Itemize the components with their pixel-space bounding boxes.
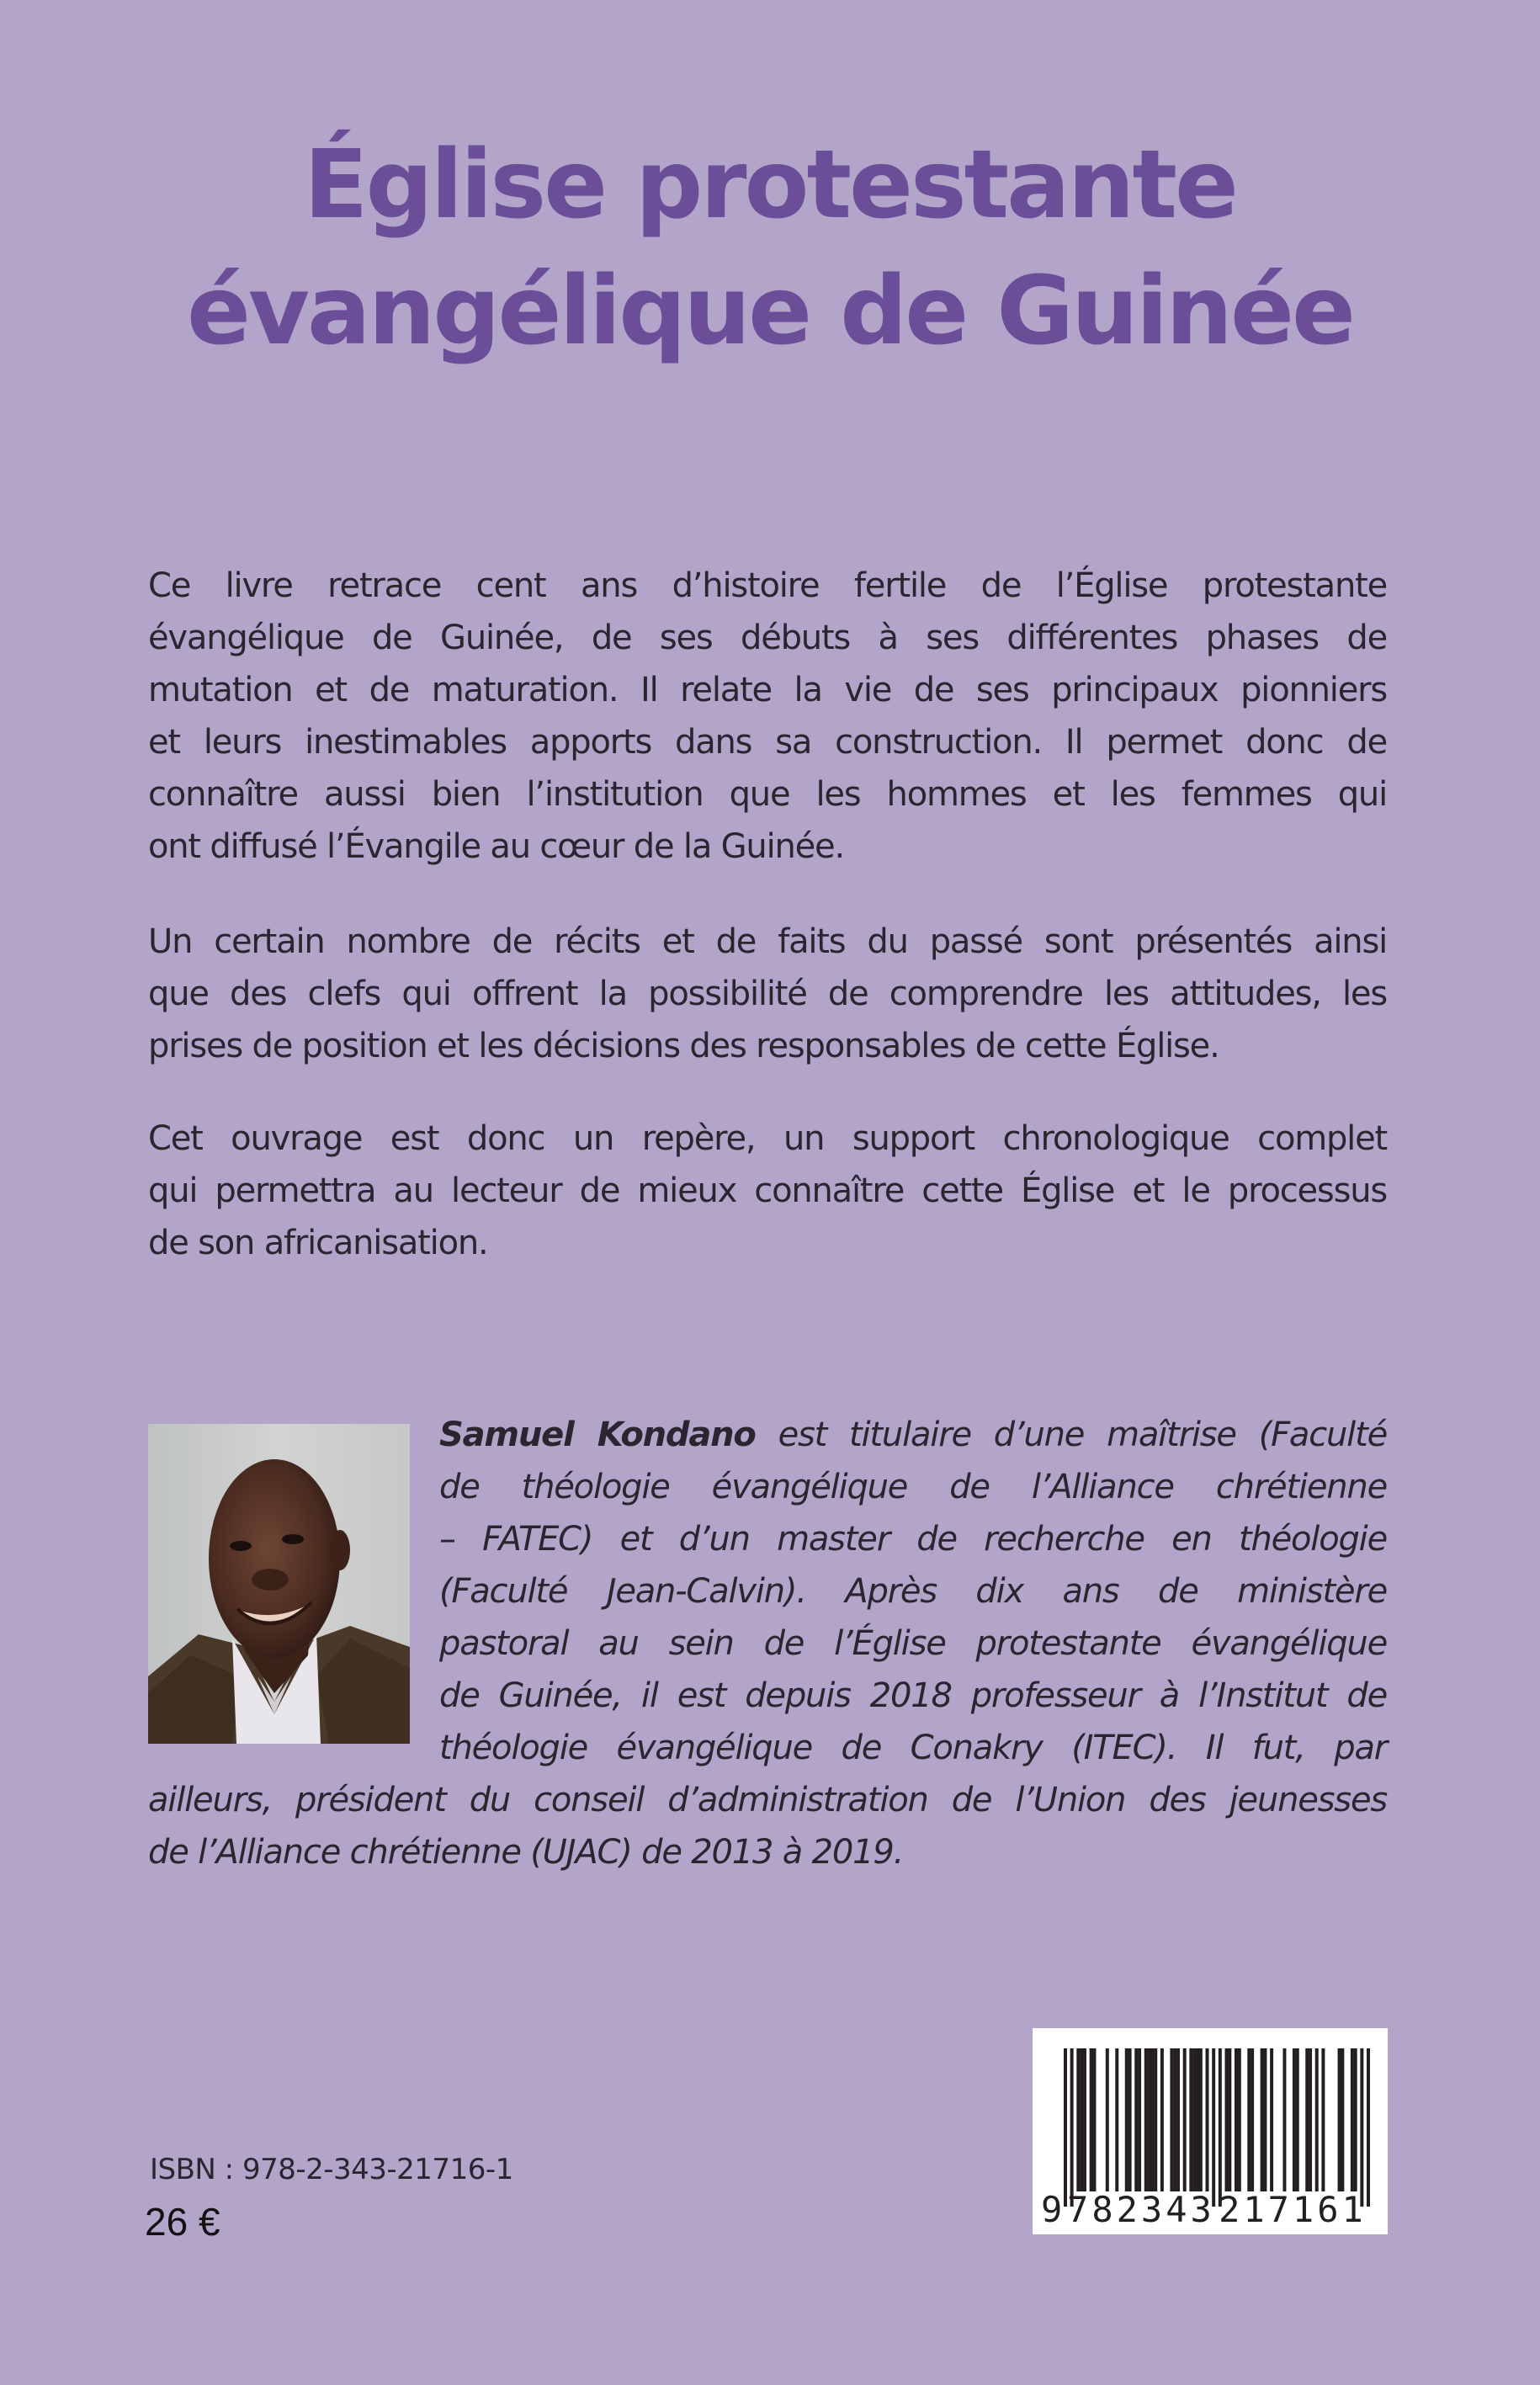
bio-line (439, 1409, 1387, 1461)
ean13-barcode (1033, 2028, 1388, 2234)
summary-line: Cet ouvrage est donc un repère, un support chronologique complet (148, 1119, 1387, 1158)
portrait-illustration (148, 1424, 410, 1744)
summary-line: de son africanisation. (148, 1224, 488, 1262)
summary-line: connaître aussi bien l’institution que les hommes et les femmes qui (148, 775, 1387, 814)
barcode-icon (1033, 2028, 1388, 2234)
book-title-line-2: évangélique de Guinée (187, 257, 1353, 366)
summary-line: que des clefs qui offrent la possibilité de comprendre les attitudes, les (148, 975, 1387, 1013)
bio-line: ailleurs, président du conseil d’administration de l’Union des jeunesses (148, 1781, 1387, 1819)
summary-line: Un certain nombre de récits et de faits du passé sont présentés ainsi (148, 922, 1387, 961)
bio-line: de Guinée, il est depuis 2018 professeur à l’Institut de (439, 1676, 1387, 1715)
bio-line: – FATEC) et d’un master de recherche en théologie (439, 1520, 1387, 1559)
price-label: 26 € (145, 2200, 220, 2244)
bio-line: de l’Alliance chrétienne (UJAC) de 2013 à 2019. (148, 1833, 904, 1872)
bio-line: (Faculté Jean-Calvin). Après dix ans de ministère (439, 1572, 1387, 1611)
summary-line: Ce livre retrace cent ans d’histoire fertile de l’Église protestante (148, 566, 1387, 605)
author-name: Samuel Kondano (439, 1416, 756, 1454)
bio-line: de théologie évangélique de l’Alliance chrétienne (439, 1468, 1387, 1506)
bio-line: théologie évangélique de Conakry (ITEC). Il fut, par (439, 1729, 1387, 1767)
svg-text:217161: 217161 (1219, 2189, 1367, 2230)
svg-text:9: 9 (1041, 2189, 1066, 2230)
summary-line: mutation et de maturation. Il relate la vie de ses principaux pionniers (148, 671, 1387, 709)
summary-line: prises de position et les décisions des responsables de cette Église. (148, 1027, 1219, 1065)
summary-line: qui permettra au lecteur de mieux connaître cette Église et le processus (148, 1171, 1387, 1210)
bio-text: est titulaire d’une maîtrise (Faculté (755, 1416, 1387, 1454)
book-title-line-1: Église protestante (304, 130, 1236, 240)
summary-line: évangélique de Guinée, de ses débuts à ses différentes phases de (148, 619, 1387, 657)
author-photo (148, 1424, 410, 1744)
bio-line: pastoral au sein de l’Église protestante évangélique (439, 1624, 1387, 1663)
summary-line: ont diffusé l’Évangile au cœur de la Guinée. (148, 827, 844, 866)
summary-line: et leurs inestimables apports dans sa construction. Il permet donc de (148, 723, 1387, 762)
svg-text:782343: 782343 (1067, 2189, 1215, 2230)
isbn-label: ISBN : 978-2-343-21716-1 (150, 2153, 513, 2186)
